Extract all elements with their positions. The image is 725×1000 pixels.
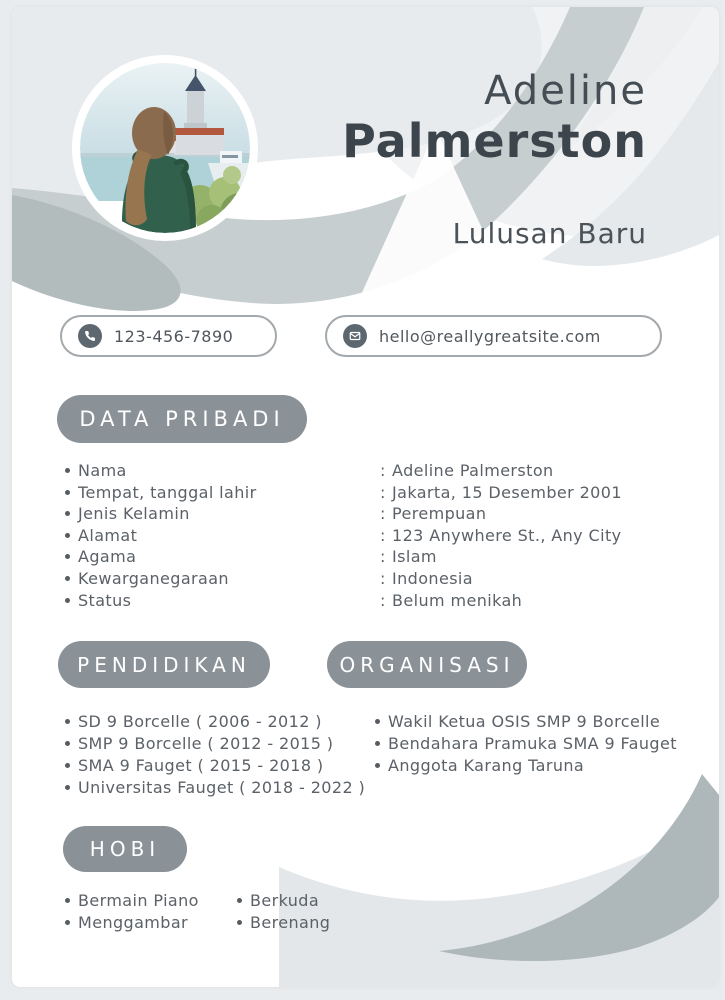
email-contact-pill[interactable] — [325, 315, 662, 357]
personal-row — [65, 460, 685, 482]
education-item: SMA 9 Fauget ( 2015 - 2018 ) — [65, 755, 395, 777]
colon-separator: : — [380, 590, 386, 610]
resume-card — [12, 7, 719, 987]
bullet-icon — [65, 511, 70, 516]
organization-item: Wakil Ketua OSIS SMP 9 Borcelle — [375, 711, 705, 733]
section-title-pendidikan: PENDIDIKAN — [58, 641, 270, 688]
personal-value: Perempuan — [392, 504, 487, 524]
bullet-icon — [65, 554, 70, 559]
personal-label: Agama — [78, 547, 137, 567]
last-name: Palmerston — [342, 114, 647, 168]
organization-list — [375, 711, 705, 777]
bullet-icon — [65, 490, 70, 495]
hobby-item: Menggambar — [65, 912, 235, 934]
personal-row — [65, 482, 685, 504]
hobby-item: Berkuda — [237, 890, 387, 912]
phone-handset-icon — [78, 324, 102, 348]
name-block — [342, 67, 647, 167]
bullet-icon — [65, 719, 70, 724]
footer-decoration — [279, 767, 719, 987]
bullet-icon — [375, 763, 380, 768]
personal-value: 123 Anywhere St., Any City — [392, 525, 622, 545]
organization-item: Bendahara Pramuka SMA 9 Fauget — [375, 733, 705, 755]
section-title-data-pribadi: DATA PRIBADI — [57, 395, 307, 443]
personal-value: Islam — [392, 547, 437, 567]
hobby-item: Berenang — [237, 912, 387, 934]
phone-contact-pill[interactable] — [60, 315, 277, 357]
bullet-icon — [65, 785, 70, 790]
personal-label: Status — [78, 590, 132, 610]
personal-label: Nama — [78, 461, 127, 480]
personal-row — [65, 568, 685, 590]
bullet-icon — [237, 920, 242, 925]
colon-separator: : — [380, 504, 386, 524]
personal-label: Kewarganegaraan — [78, 568, 229, 588]
personal-label: Tempat, tanggal lahir — [78, 482, 257, 502]
profile-photo-frame — [72, 55, 258, 241]
section-title-hobi: HOBI — [63, 826, 187, 872]
personal-data-list — [65, 460, 685, 611]
organization-item: Anggota Karang Taruna — [375, 755, 705, 777]
colon-separator: : — [380, 568, 386, 588]
bullet-icon — [65, 763, 70, 768]
personal-value: Jakarta, 15 Desember 2001 — [392, 482, 622, 502]
personal-value: Indonesia — [392, 568, 473, 588]
education-item: SMP 9 Borcelle ( 2012 - 2015 ) — [65, 733, 395, 755]
colon-separator: : — [380, 482, 386, 502]
personal-row — [65, 525, 685, 547]
bullet-icon — [65, 741, 70, 746]
bullet-icon — [375, 719, 380, 724]
section-title-organisasi: ORGANISASI — [327, 641, 527, 688]
education-list — [65, 711, 395, 799]
email-address: hello@reallygreatsite.com — [379, 326, 601, 346]
hobby-item: Bermain Piano — [65, 890, 235, 912]
bullet-icon — [375, 741, 380, 746]
education-item: SD 9 Borcelle ( 2006 - 2012 ) — [65, 711, 395, 733]
bullet-icon — [65, 598, 70, 603]
personal-label: Alamat — [78, 525, 138, 545]
personal-row — [65, 546, 685, 568]
job-subtitle: Lulusan Baru — [452, 217, 647, 250]
bullet-icon — [65, 533, 70, 538]
bullet-icon — [65, 576, 70, 581]
profile-photo — [80, 63, 250, 233]
personal-value: Adeline Palmerston — [392, 461, 554, 480]
personal-value: Belum menikah — [392, 590, 523, 610]
colon-separator: : — [380, 461, 386, 480]
phone-number: 123-456-7890 — [114, 326, 234, 346]
colon-separator: : — [380, 547, 386, 567]
colon-separator: : — [380, 525, 386, 545]
bullet-icon — [65, 898, 70, 903]
personal-row — [65, 590, 685, 612]
envelope-icon — [343, 324, 367, 348]
bullet-icon — [237, 898, 242, 903]
hobby-column-1 — [65, 890, 235, 934]
education-item: Universitas Fauget ( 2018 - 2022 ) — [65, 777, 395, 799]
first-name: Adeline — [484, 68, 647, 114]
bullet-icon — [65, 920, 70, 925]
personal-label: Jenis Kelamin — [78, 504, 190, 524]
hobby-column-2 — [237, 890, 387, 934]
personal-row — [65, 503, 685, 525]
bullet-icon — [65, 468, 70, 473]
